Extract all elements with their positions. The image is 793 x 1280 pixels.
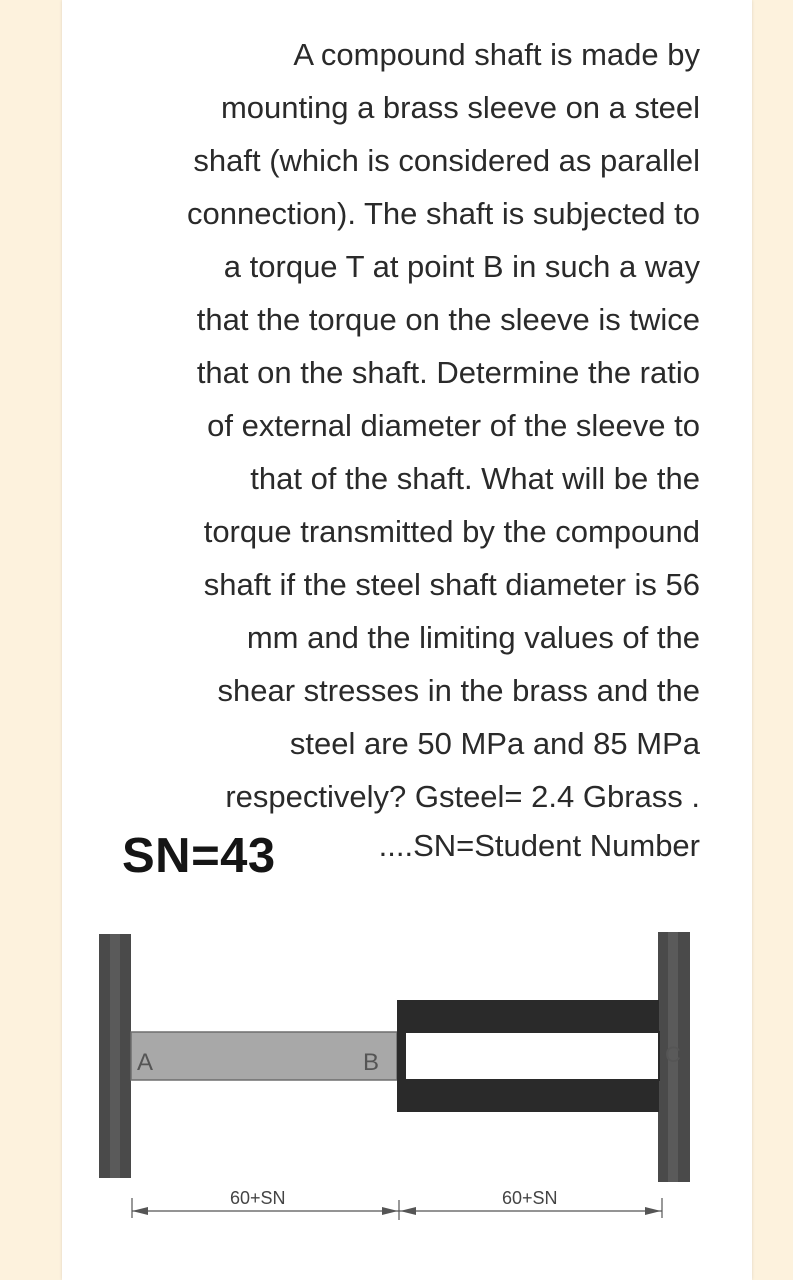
student-number-row (122, 822, 700, 886)
problem-line: mm and the limiting values of the (246, 620, 700, 655)
sleeve-left-end (397, 1000, 405, 1112)
dim-right-label: 60+SN (502, 1188, 558, 1208)
problem-line: A compound shaft is made by (293, 37, 700, 72)
problem-line: torque transmitted by the compound (203, 514, 700, 549)
problem-line: respectively? Gsteel= 2.4 Gbrass . (225, 779, 700, 814)
left-wall-shade (110, 934, 120, 1178)
problem-line: shaft (which is considered as parallel (193, 143, 700, 178)
arrow-left-end (382, 1207, 398, 1215)
problem-line: that on the shaft. Determine the ratio (196, 355, 700, 390)
label-c: C (665, 1042, 681, 1067)
student-number-note: ....SN=Student Number (378, 828, 700, 863)
problem-line: shear stresses in the brass and the (217, 673, 700, 708)
inner-shaft (405, 1032, 659, 1080)
problem-line: steel are 50 MPa and 85 MPa (289, 726, 700, 761)
problem-line: that the torque on the sleeve is twice (196, 302, 700, 337)
arrow-right-start (400, 1207, 416, 1215)
shaft-figure (62, 920, 752, 1240)
sleeve-bottom (397, 1080, 659, 1112)
document-page (62, 0, 752, 1280)
problem-statement (92, 28, 700, 823)
problem-line: of external diameter of the sleeve to (207, 408, 700, 443)
label-a: A (137, 1049, 154, 1076)
label-b: B (363, 1049, 380, 1076)
shaft-diagram (62, 920, 752, 1240)
problem-line: that of the shaft. What will be the (250, 461, 700, 496)
problem-line: a torque T at point B in such a way (223, 249, 700, 284)
student-number-value: SN=43 (122, 829, 276, 883)
dim-left-label: 60+SN (230, 1188, 286, 1208)
problem-line: mounting a brass sleeve on a steel (220, 90, 700, 125)
problem-line: shaft if the steel shaft diameter is 56 (203, 567, 700, 602)
arrow-left-start (132, 1207, 148, 1215)
problem-line: connection). The shaft is subjected to (187, 196, 700, 231)
arrow-right-end (645, 1207, 661, 1215)
sleeve-top (397, 1000, 659, 1032)
steel-shaft (131, 1032, 397, 1080)
